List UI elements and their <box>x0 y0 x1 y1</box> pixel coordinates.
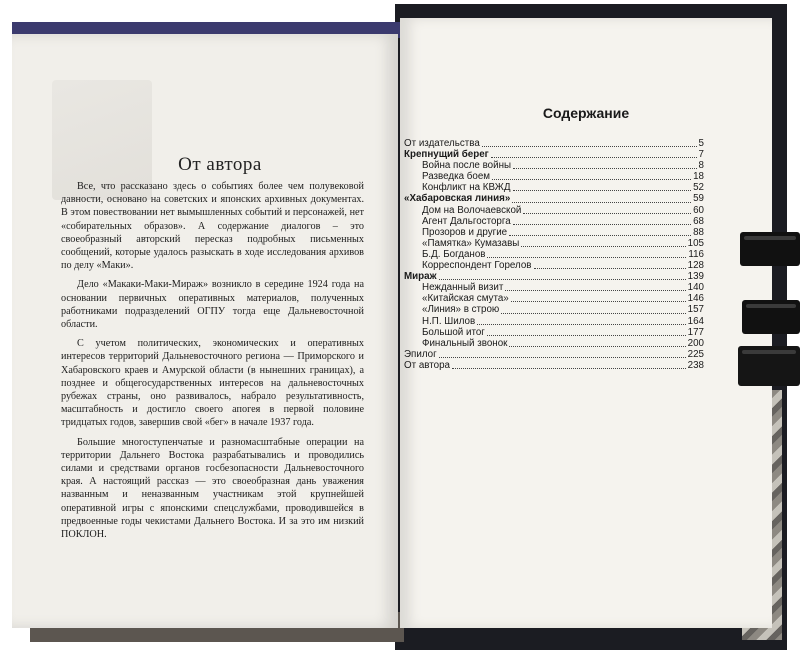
table-of-contents <box>404 138 704 371</box>
toc-entry-title: Мираж <box>404 271 437 283</box>
toc-entry-title: «Линия» в строю <box>422 304 500 316</box>
toc-entry-title: Нежданный визит <box>422 282 504 294</box>
toc-entry-page: 139 <box>687 271 704 283</box>
toc-dot-leader <box>482 146 697 147</box>
toc-entry <box>404 171 704 182</box>
toc-entry-title: Разведка боем <box>422 171 490 183</box>
toc-entry-page: 164 <box>687 315 704 327</box>
toc-entry <box>404 238 704 249</box>
toc-entry <box>404 327 704 338</box>
toc-entry-title: Прозоров и другие <box>422 226 508 238</box>
paragraph: Дело «Макаки-Маки-Мираж» возникло в середине 1924 года на основании первичных оперативных материалов, полученных работниками подразделений ОГПУ тогда еще Дальневосточной области. <box>61 279 364 331</box>
toc-entry-page: 8 <box>698 160 704 172</box>
toc-dot-leader <box>521 246 685 247</box>
binder-clip <box>742 300 800 334</box>
toc-entry-title: «Китайская смута» <box>422 293 509 305</box>
toc-dot-leader <box>523 213 691 214</box>
toc-dot-leader <box>452 368 686 369</box>
toc-dot-leader <box>511 301 686 302</box>
toc-entry-page: 128 <box>687 260 704 272</box>
toc-entry-page: 52 <box>693 182 704 194</box>
contents-title: Содержание <box>542 105 630 121</box>
toc-entry-page: 177 <box>687 326 704 338</box>
toc-entry-title: «Памятка» Кумазавы <box>422 237 520 249</box>
toc-entry-page: 146 <box>687 293 704 305</box>
toc-dot-leader <box>534 268 686 269</box>
toc-entry <box>404 338 704 349</box>
toc-dot-leader <box>513 168 697 169</box>
toc-entry-title: Крепнущий берег <box>404 149 489 161</box>
toc-entry <box>404 316 704 327</box>
toc-entry-page: 140 <box>687 282 704 294</box>
toc-entry-page: 7 <box>698 149 704 161</box>
toc-entry-page: 200 <box>687 337 704 349</box>
toc-entry-title: Большой итог <box>422 326 485 338</box>
toc-entry-page: 5 <box>698 138 704 149</box>
toc-entry <box>404 260 704 271</box>
toc-entry-title: Н.П. Шилов <box>422 315 476 327</box>
binder-clip <box>738 346 800 386</box>
left-page-body <box>61 180 364 547</box>
toc-entry-page: 116 <box>688 248 704 260</box>
toc-dot-leader <box>509 346 685 347</box>
toc-dot-leader <box>487 335 686 336</box>
toc-entry-title: Конфликт на КВЖД <box>422 182 511 194</box>
toc-entry-page: 225 <box>687 348 704 360</box>
toc-entry-title: Дом на Волочаевской <box>422 204 522 216</box>
toc-entry <box>404 227 704 238</box>
toc-entry-page: 18 <box>693 171 704 183</box>
toc-dot-leader <box>439 357 686 358</box>
toc-entry-title: Б.Д. Богданов <box>422 248 486 260</box>
toc-entry <box>404 205 704 216</box>
toc-dot-leader <box>477 324 685 325</box>
toc-entry-title: От издательства <box>404 138 480 149</box>
toc-dot-leader <box>439 279 686 280</box>
toc-entry-title: Эпилог <box>404 348 437 360</box>
toc-entry-page: 68 <box>693 215 704 227</box>
toc-entry <box>404 249 704 260</box>
toc-entry-title: Финальный звонок <box>422 337 508 349</box>
toc-entry-page: 238 <box>687 359 704 371</box>
paragraph: Все, что рассказано здесь о событиях более чем полувековой давности, основано на советских и японских архивных документах. В этом повествовании нет вымышленных событий и персонажей, нет «собирательных образов». А содержание диалогов – это своеобразный авторский пересказ подробных письменных сообщений, которые удалось разыскать в ходе исследования архивов по делу «Маки». <box>61 181 364 272</box>
toc-entry <box>404 349 704 360</box>
toc-entry-page: 157 <box>687 304 704 316</box>
toc-dot-leader <box>501 313 685 314</box>
toc-dot-leader <box>509 235 691 236</box>
toc-entry <box>404 182 704 193</box>
toc-dot-leader <box>512 202 691 203</box>
toc-entry <box>404 193 704 204</box>
toc-dot-leader <box>487 257 686 258</box>
toc-entry <box>404 160 704 171</box>
toc-entry-title: Война после войны <box>422 160 512 172</box>
toc-entry <box>404 282 704 293</box>
toc-entry-page: 60 <box>693 204 704 216</box>
binder-clip <box>740 232 800 266</box>
paragraph: С учетом политических, экономических и оперативных интересов территорий Дальневосточного региона — Приморского и Хабаровского краев и Амурской области (в нынешних границах), а позднее и общегосударственных интересов на дальневосточных рубежах страны, оно развивалось, набрало результативность, масштабность и достигло своего апогея в первой половине тридцатых годов, завершив свой «бег» в начале 1937 года. <box>61 338 364 429</box>
toc-entry-page: 88 <box>693 226 704 238</box>
toc-entry <box>404 360 704 371</box>
toc-dot-leader <box>513 224 691 225</box>
toc-entry-title: От автора <box>404 359 450 371</box>
toc-entry <box>404 293 704 304</box>
toc-entry-title: Корреспондент Горелов <box>422 260 532 272</box>
toc-dot-leader <box>505 290 685 291</box>
toc-entry <box>404 304 704 315</box>
toc-entry <box>404 216 704 227</box>
paragraph: Большие многоступенчатые и разномасштабные операции на территории Дальнего Востока разрабатывались и проводились силами и средствами органов госбезопасности Дальневосточного края. А настоящий рассказ — это своеобразная дань уважения названным и неназванным участникам этой крупнейшей оперативной игры с японскими спецслужбами, проводившейся в предвоенные годы чекистами Дальнего Востока. И за это им низкий ПОКЛОН. <box>61 436 364 541</box>
toc-entry-page: 105 <box>687 237 704 249</box>
toc-entry <box>404 271 704 282</box>
toc-dot-leader <box>492 179 691 180</box>
toc-entry <box>404 149 704 160</box>
toc-entry-title: Агент Дальгосторга <box>422 215 511 227</box>
toc-dot-leader <box>491 157 697 158</box>
toc-entry-title: «Хабаровская линия» <box>404 193 511 205</box>
toc-dot-leader <box>513 190 692 191</box>
left-page-title: От автора <box>178 154 262 175</box>
toc-entry-page: 59 <box>693 193 704 205</box>
toc-entry <box>404 138 704 149</box>
